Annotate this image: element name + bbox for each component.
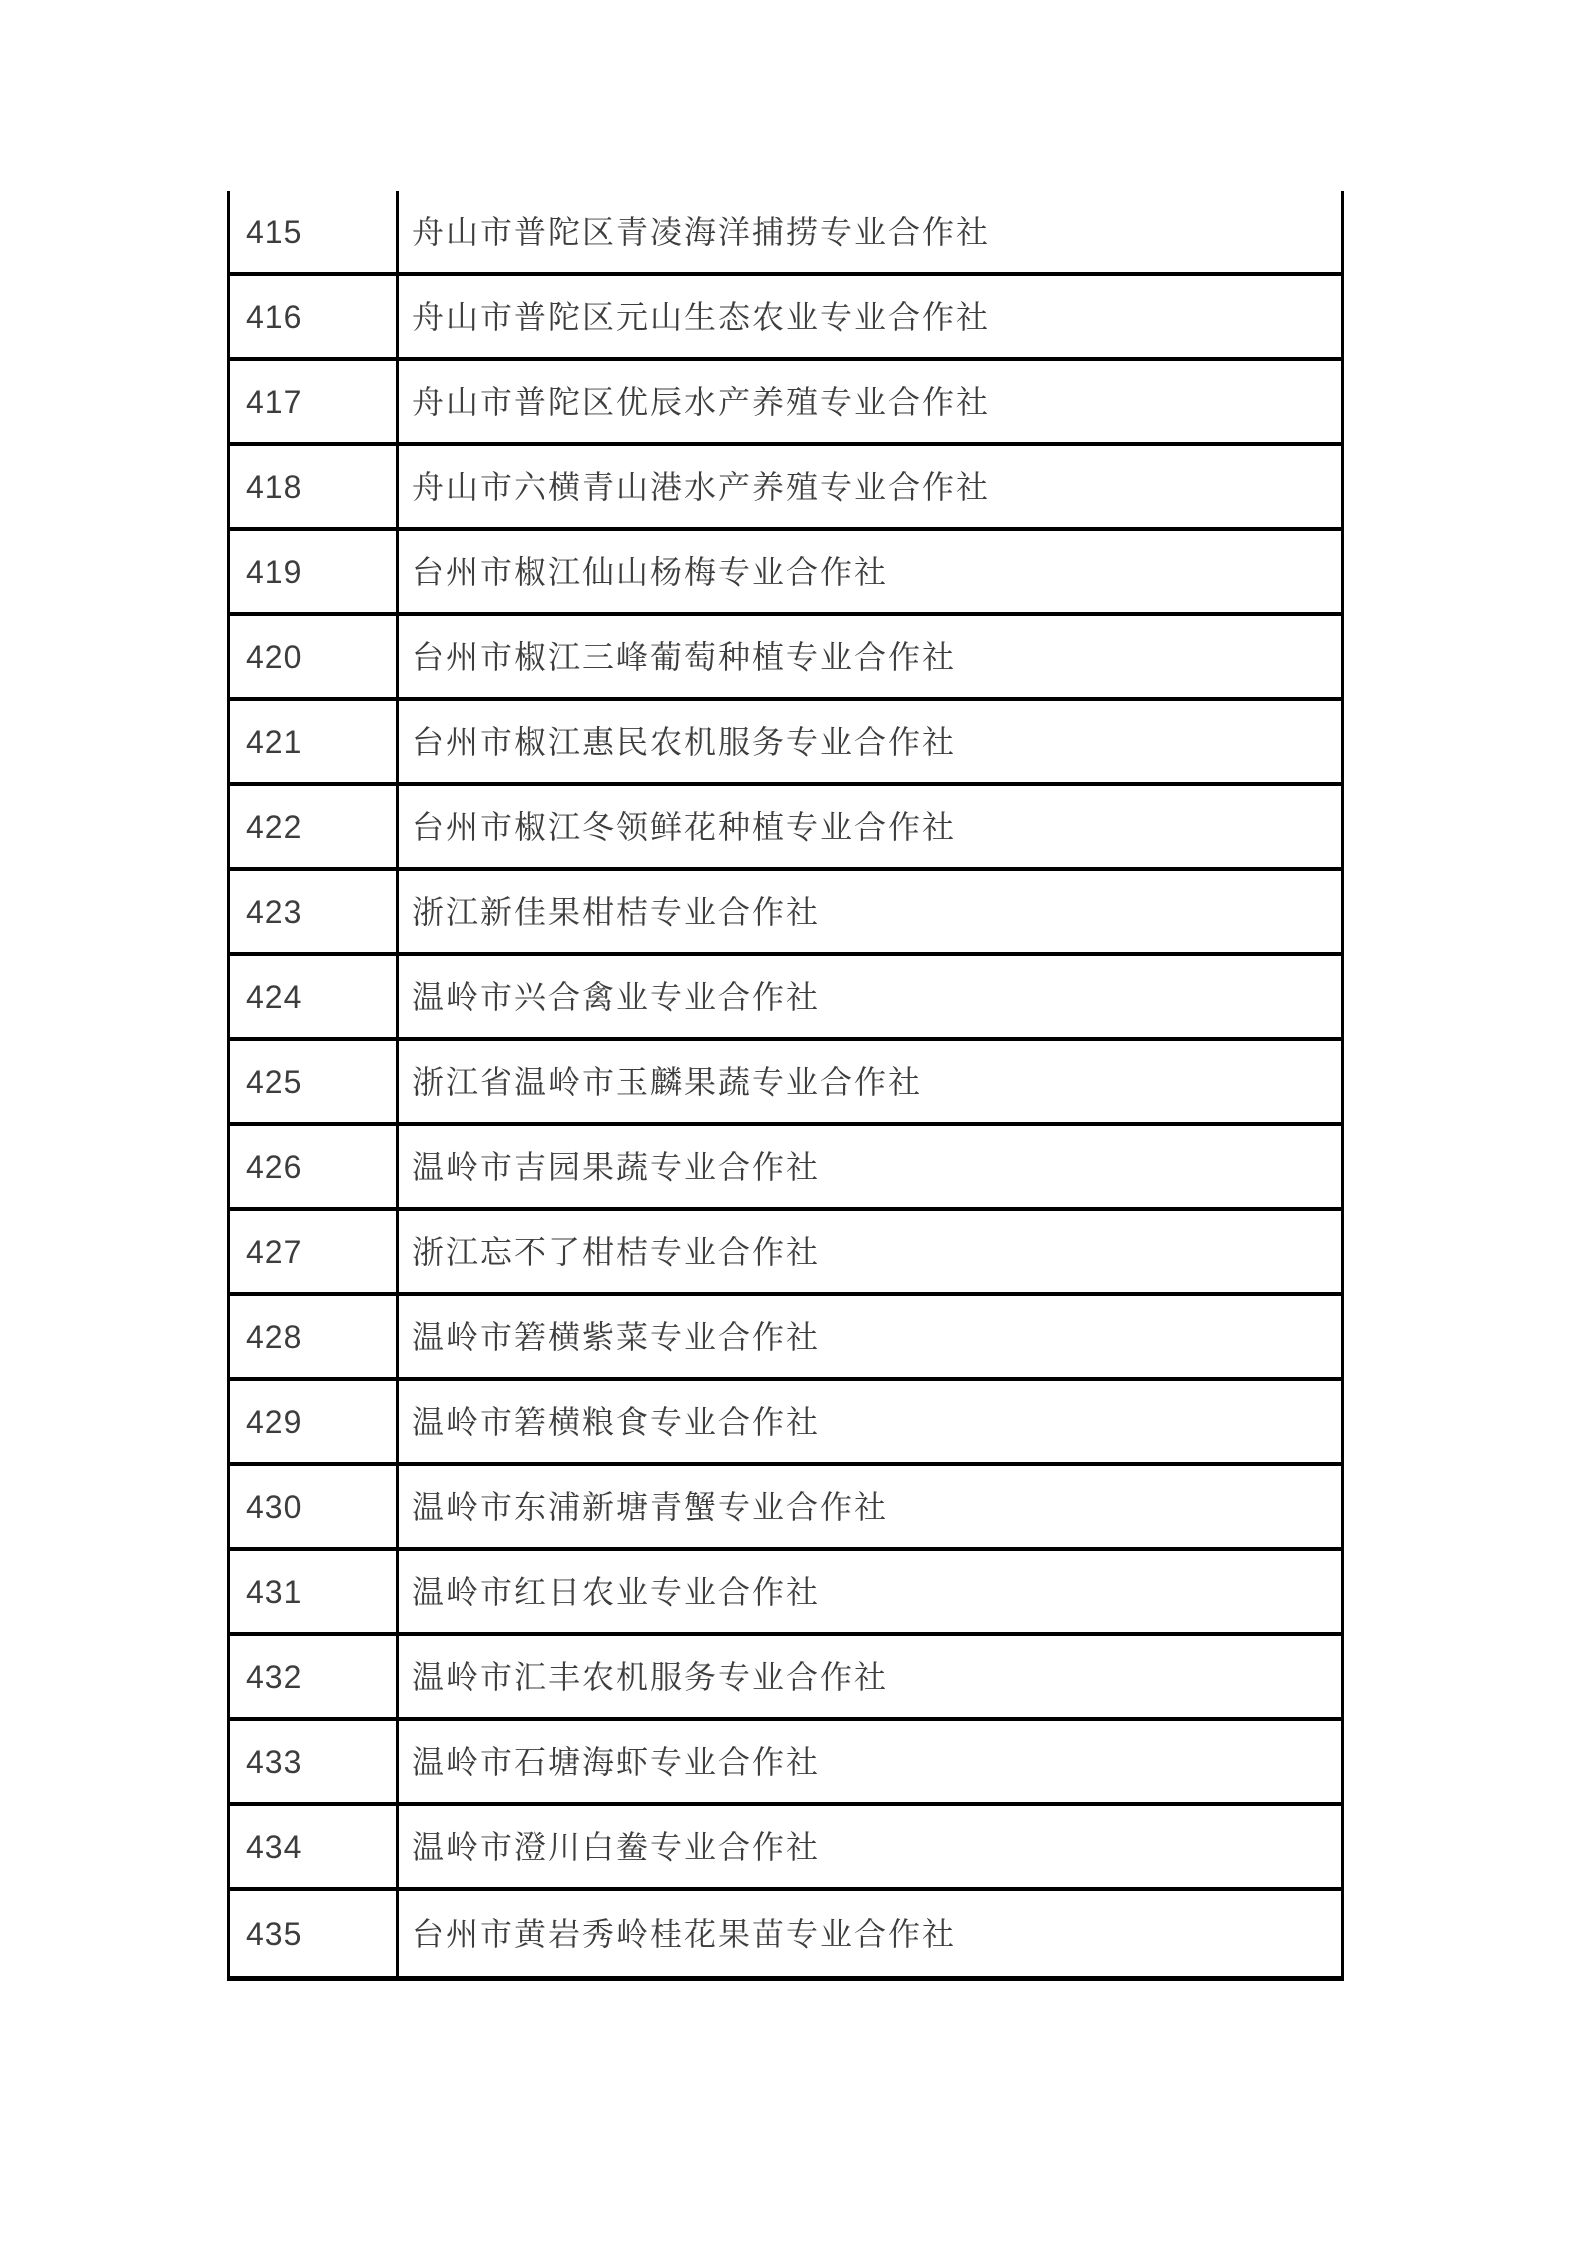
cooperative-name-cell: 浙江新佳果柑桔专业合作社 (412, 893, 821, 930)
row-number-cell: 418 (230, 446, 399, 527)
table-row (230, 956, 1341, 1041)
cooperative-name-cell: 温岭市红日农业专业合作社 (412, 1573, 821, 1610)
row-number-cell: 415 (230, 191, 399, 272)
cooperative-name-cell: 舟山市普陀区元山生态农业专业合作社 (412, 298, 991, 335)
table-row (230, 1721, 1341, 1806)
row-number-cell: 424 (230, 956, 399, 1037)
row-number-cell: 435 (230, 1891, 399, 1976)
cooperative-name-cell: 温岭市箬横粮食专业合作社 (412, 1403, 821, 1440)
table-row (230, 1126, 1341, 1211)
table-row (230, 361, 1341, 446)
row-number-cell: 422 (230, 786, 399, 867)
cooperative-name-cell: 浙江忘不了柑桔专业合作社 (412, 1233, 821, 1270)
row-number-cell: 432 (230, 1636, 399, 1717)
row-number-cell: 427 (230, 1211, 399, 1292)
cooperative-name-cell: 舟山市普陀区优辰水产养殖专业合作社 (412, 383, 991, 420)
row-number-cell: 428 (230, 1296, 399, 1377)
table-row (230, 1636, 1341, 1721)
table-row (230, 276, 1341, 361)
row-number-cell: 421 (230, 701, 399, 782)
cooperative-name-cell: 温岭市石塘海虾专业合作社 (412, 1743, 821, 1780)
table-row (230, 701, 1341, 786)
table-row (230, 1211, 1341, 1296)
cooperative-name-cell: 舟山市普陀区青凌海洋捕捞专业合作社 (412, 213, 991, 250)
cooperative-name-cell: 舟山市六横青山港水产养殖专业合作社 (412, 468, 991, 505)
table-row (230, 1551, 1341, 1636)
cooperative-name-cell: 台州市黄岩秀岭桂花果苗专业合作社 (412, 1915, 957, 1952)
table-row (230, 616, 1341, 701)
cooperative-name-cell: 温岭市东浦新塘青蟹专业合作社 (412, 1488, 889, 1525)
cooperative-name-cell: 台州市椒江三峰葡萄种植专业合作社 (412, 638, 957, 675)
cooperative-name-cell: 温岭市吉园果蔬专业合作社 (412, 1148, 821, 1185)
table-row (230, 1466, 1341, 1551)
table-row (230, 786, 1341, 871)
row-number-cell: 434 (230, 1806, 399, 1887)
table-row (230, 1296, 1341, 1381)
table-row (230, 871, 1341, 956)
cooperative-name-cell: 温岭市澄川白鲞专业合作社 (412, 1828, 821, 1865)
cooperative-name-cell: 台州市椒江惠民农机服务专业合作社 (412, 723, 957, 760)
cooperative-name-cell: 台州市椒江冬领鲜花种植专业合作社 (412, 808, 957, 845)
table-row (230, 1381, 1341, 1466)
table-row (230, 1891, 1341, 1976)
cooperative-list-table (227, 191, 1344, 1981)
row-number-cell: 430 (230, 1466, 399, 1547)
cooperative-name-cell: 台州市椒江仙山杨梅专业合作社 (412, 553, 889, 590)
table-row (230, 1806, 1341, 1891)
row-number-cell: 423 (230, 871, 399, 952)
table-row (230, 531, 1341, 616)
row-number-cell: 420 (230, 616, 399, 697)
table-row (230, 1041, 1341, 1126)
cooperative-name-cell: 温岭市汇丰农机服务专业合作社 (412, 1658, 889, 1695)
table-row (230, 191, 1341, 276)
cooperative-name-cell: 温岭市兴合禽业专业合作社 (412, 978, 821, 1015)
row-number-cell: 425 (230, 1041, 399, 1122)
table-row (230, 446, 1341, 531)
row-number-cell: 417 (230, 361, 399, 442)
cooperative-name-cell: 浙江省温岭市玉麟果蔬专业合作社 (412, 1063, 923, 1100)
row-number-cell: 433 (230, 1721, 399, 1802)
row-number-cell: 429 (230, 1381, 399, 1462)
cooperative-name-cell: 温岭市箬横紫菜专业合作社 (412, 1318, 821, 1355)
row-number-cell: 419 (230, 531, 399, 612)
row-number-cell: 416 (230, 276, 399, 357)
row-number-cell: 431 (230, 1551, 399, 1632)
row-number-cell: 426 (230, 1126, 399, 1207)
